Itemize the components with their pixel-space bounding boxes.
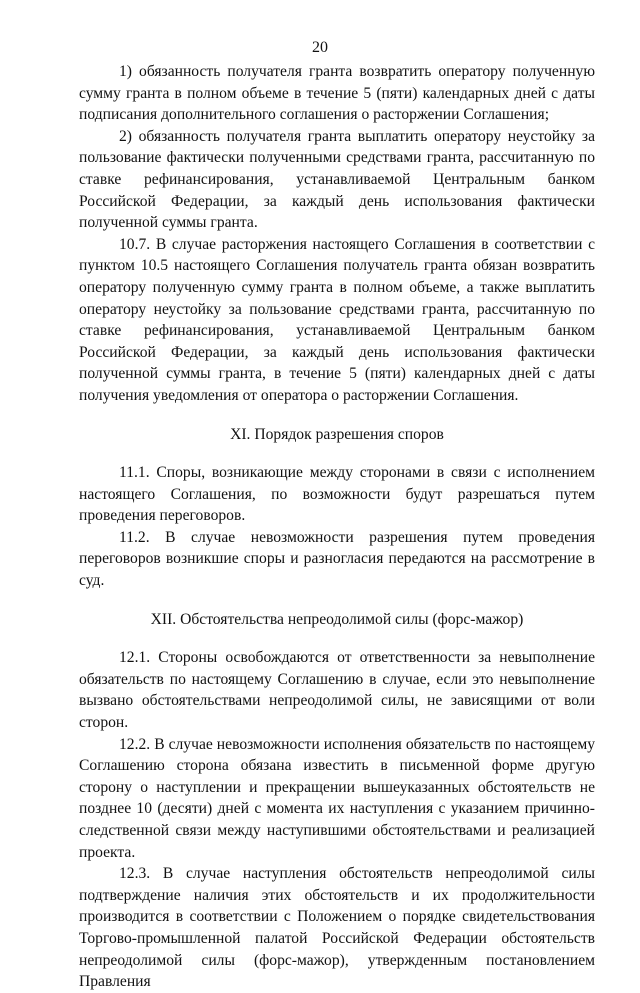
- paragraph-11-2: 11.2. В случае невозможности разрешения путем проведения переговоров возникшие споры и разногласия передаются на рассмотрение в суд.: [79, 528, 595, 590]
- paragraph-10-7: 10.7. В случае расторжения настоящего Соглашения в соответствии с пунктом 10.5 настоящего Соглашения получатель гранта обязан возвратить оператору полученную сумму гранта в полном объеме, а также выплатить оператору неустойку за пользование средствами гранта, рассчитанную по ставке рефинансирования, устанавливаемой Центральным банком Российской Федерации, за каждый день использования фактически полученной суммы гранта, в течение 5 (пяти) календарных дней с даты получения уведомления от оператора о расторжении Соглашения.: [79, 235, 595, 404]
- paragraph-11-1: 11.1. Споры, возникающие между сторонами в связи с исполнением настоящего Соглашения, по возможности будут разрешаться путем проведения переговоров.: [79, 464, 595, 525]
- paragraph-12-1: 12.1. Стороны освобождаются от ответственности за невыполнение обязательств по настоящему Соглашению в случае, если это невыполнение вызвано обстоятельствами непреодолимой силы, не зависящими от воли сторон.: [79, 649, 595, 732]
- paragraph-obligation-penalty: 2) обязанность получателя гранта выплатить оператору неустойку за пользование фактически полученными средствами гранта, рассчитанную по ставке рефинансирования, устанавливаемой Центральным банком Российской Федерации, за каждый день использования фактически полученной суммы гранта.: [79, 127, 595, 232]
- section-11-heading: XI. Порядок разрешения споров: [230, 425, 444, 443]
- paragraph-12-2: 12.2. В случае невозможности исполнения обязательств по настоящему Соглашению сторона обязана известить в письменной форме другую сторону о наступлении и прекращении вышеуказанных обстоятельств не позднее 10 (десяти) дней с момента их наступления с указанием причинно-следственной связи между наступившими обстоятельствами и реализацией проекта.: [79, 735, 595, 861]
- paragraph-12-3: 12.3. В случае наступления обстоятельств непреодолимой силы подтверждение наличия этих обстоятельств и их продолжительности производится в соответствии с Положением о порядке свидетельствования Торгово-промышленной палатой Российской Федерации обстоятельств непреодолимой силы (форс-мажор), утвержденным постановлением Правления: [79, 865, 595, 991]
- paragraph-obligation-return: 1) обязанность получателя гранта возвратить оператору полученную сумму гранта в полном объеме в течение 5 (пяти) календарных дней с даты подписания дополнительного соглашения о расторжении Соглашения;: [79, 63, 595, 124]
- page-number: 20: [312, 39, 328, 56]
- document-body: [79, 61, 595, 993]
- section-12-heading: XII. Обстоятельства непреодолимой силы (форс-мажор): [150, 610, 524, 628]
